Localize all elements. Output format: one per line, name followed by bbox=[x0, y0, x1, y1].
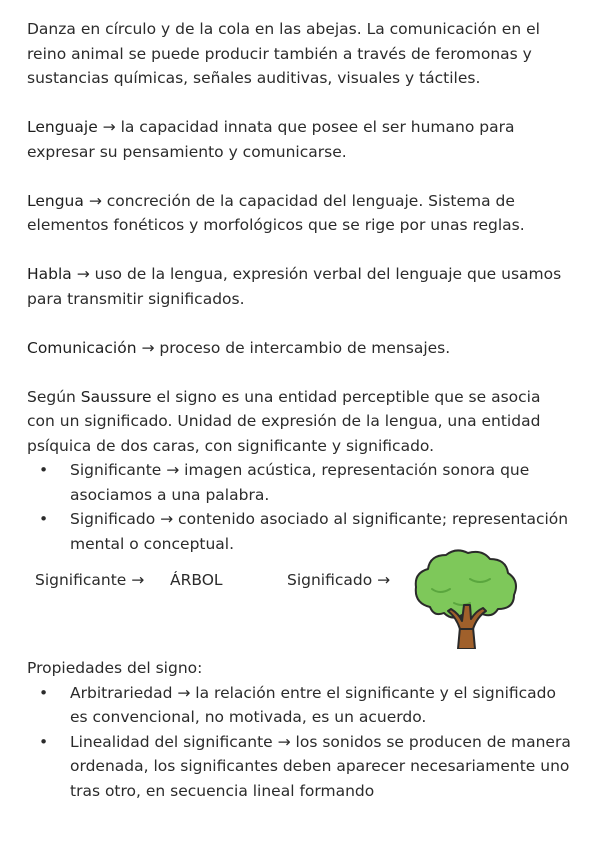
list-item-text: Arbitrariedad → la relación entre el significante y el significado es convencional, no motivada, es un acuerdo. bbox=[70, 683, 556, 726]
properties-list bbox=[27, 681, 572, 804]
lenguaje-definition bbox=[27, 115, 572, 164]
list-item bbox=[27, 730, 572, 804]
list-item-text: Significante → imagen acústica, representación sonora que asociamos a una palabra. bbox=[70, 461, 530, 504]
tree-icon bbox=[410, 549, 522, 649]
significante-label: Significante → bbox=[35, 571, 145, 589]
properties-title: Propiedades del signo: bbox=[27, 659, 203, 677]
list-item bbox=[27, 458, 572, 507]
saussure-name: Saussure bbox=[80, 387, 152, 406]
lengua-definition bbox=[27, 189, 572, 238]
list-item-text: Linealidad del significante → los sonidos se producen de manera ordenada, los significantes deben aparecer necesariamente uno tras otro, en secuencia lineal formando bbox=[70, 732, 571, 800]
habla-term: Habla bbox=[27, 265, 72, 283]
bullet-dot: • bbox=[39, 732, 49, 751]
example-word: ÁRBOL bbox=[170, 571, 223, 589]
habla-definition bbox=[27, 262, 572, 311]
document-page bbox=[27, 17, 572, 803]
lenguaje-text: → la capacidad innata que posee el ser humano para expresar su pensamiento y comunicarse. bbox=[27, 118, 515, 161]
saussure-paragraph bbox=[27, 385, 572, 459]
bullet-dot: • bbox=[39, 683, 49, 702]
list-item-text: Significado → contenido asociado al significante; representación mental o conceptual. bbox=[70, 510, 569, 553]
lengua-term: Lengua bbox=[27, 191, 84, 210]
comunicacion-text: → proceso de intercambio de mensajes. bbox=[136, 338, 451, 357]
sign-bullet-list bbox=[27, 458, 572, 556]
lengua-text: → concreción de la capacidad del lenguaje. Sistema de elementos fonéticos y morfológicos que se rige por unas reglas. bbox=[27, 191, 525, 234]
saussure-prefix: Según bbox=[27, 387, 81, 406]
lenguaje-term: Lenguaje bbox=[27, 118, 98, 136]
comunicacion-definition bbox=[27, 336, 572, 361]
bullet-dot: • bbox=[39, 510, 49, 528]
comunicacion-term: Comunicación bbox=[27, 338, 137, 357]
saussure-text: el signo es una entidad perceptible que se asocia con un significado. Unidad de expresión de la lengua, una entidad psíquica de dos caras, con significante y significado. bbox=[27, 387, 541, 455]
sign-example bbox=[27, 556, 572, 656]
habla-text: → uso de la lengua, expresión verbal del lenguaje que usamos para transmitir significados. bbox=[27, 265, 562, 308]
list-item bbox=[27, 681, 572, 730]
intro-paragraph: Danza en círculo y de la cola en las abejas. La comunicación en el reino animal se puede producir también a través de feromonas y sustancias químicas, señales auditivas, visuales y táctiles. bbox=[27, 20, 540, 87]
bullet-dot: • bbox=[39, 461, 49, 479]
significado-label: Significado → bbox=[287, 571, 391, 589]
